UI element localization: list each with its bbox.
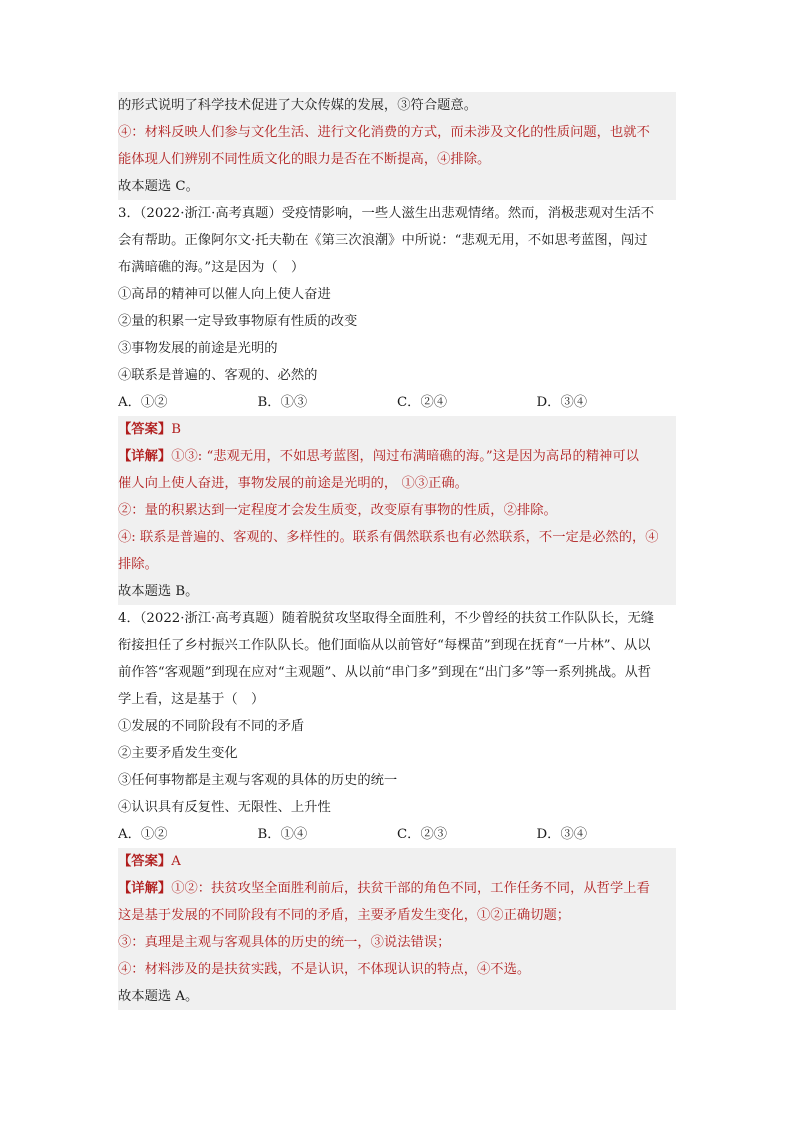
answer-value: B (171, 422, 181, 437)
statement-item: ①高昂的精神可以催人向上使人奋进 (118, 287, 331, 302)
statement-item: ④认识具有反复性、无限性、上升性 (118, 800, 331, 815)
analysis-label: 【详解】 (118, 449, 172, 464)
analysis-line: ②：量的积累达到一定程度才会发生质变，改变原有事物的性质，②排除。 (118, 497, 676, 524)
option-b: B．①③ (257, 395, 308, 410)
option-d: D．③④ (536, 827, 588, 842)
question-stem: 衔接担任了乡村振兴工作队队长。他们面临从以前管好“每棵苗”到现在抚育“一片林”、从以 (118, 638, 651, 653)
option-b: B．①④ (257, 827, 308, 842)
answer-label: 【答案】 (118, 422, 172, 437)
conclusion-line: 故本题选 A。 (118, 983, 676, 1010)
option-d: D．③④ (536, 395, 588, 410)
analysis-line: 的形式说明了科学技术促进了大众传媒的发展，③符合题意。 (118, 92, 676, 119)
analysis-line: 能体现人们辨别不同性质文化的眼力是否在不断提高，④排除。 (118, 146, 676, 173)
question-stem: 3．（2022·浙江·高考真题）受疫情影响，一些人滋生出悲观情绪。然而，消极悲观对生活不 (118, 206, 655, 221)
statement-item: ②主要矛盾发生变化 (118, 746, 238, 761)
analysis-line: ③：真理是主观与客观具体的历史的统一，③说法错误； (118, 929, 676, 956)
analysis-text: ①③: “悲观无用，不如思考蓝图，闯过布满暗礁的海。”这是因为高昂的精神可以 (171, 449, 639, 464)
statement-item: ②量的积累一定导致事物原有性质的改变 (118, 314, 358, 329)
conclusion-line: 故本题选 C。 (118, 173, 676, 200)
answer-line (118, 848, 676, 875)
statement-item: ④联系是普遍的、客观的、必然的 (118, 368, 318, 383)
analysis-line: ④：材料反映人们参与文化生活、进行文化消费的方式，而未涉及文化的性质问题，也就不 (118, 119, 676, 146)
answer-options (118, 389, 676, 416)
statement-item: ①发展的不同阶段有不同的矛盾 (118, 719, 305, 734)
option-a: A．①② (118, 395, 168, 410)
analysis-line: 这是基于发展的不同阶段有不同的矛盾，主要矛盾发生变化，①②正确切题； (118, 902, 676, 929)
statement-item: ③事物发展的前途是光明的 (118, 341, 278, 356)
analysis-label: 【详解】 (118, 881, 172, 896)
question-stem: 学上看，这是基于（ ） (118, 692, 265, 707)
question-3 (118, 200, 676, 605)
analysis-line (118, 443, 676, 470)
statement-item: ③任何事物都是主观与客观的具体的历史的统一 (118, 773, 398, 788)
question-stem: 会有帮助。正像阿尔文·托夫勒在《第三次浪潮》中所说：“悲观无用，不如思考蓝图，闯过 (118, 233, 648, 248)
conclusion-line: 故本题选 B。 (118, 578, 676, 605)
analysis-line: 催人向上使人奋进，事物发展的前途是光明的， ①③正确。 (118, 470, 676, 497)
option-c: C．②③ (397, 827, 448, 842)
previous-analysis-block (118, 92, 676, 200)
question-stem: 4．（2022·浙江·高考真题）随着脱贫攻坚取得全面胜利，不少曾经的扶贫工作队队长，无缝 (118, 611, 655, 626)
question-stem: 布满暗礁的海。”这是因为（ ） (118, 260, 305, 275)
question-4 (118, 605, 676, 1010)
document-page (118, 92, 676, 1010)
answer-options (118, 821, 676, 848)
option-a: A．①② (118, 827, 168, 842)
analysis-line (118, 875, 676, 902)
question-stem: 前作答“客观题”到现在应对“主观题”、从以前“串门多”到现在“出门多”等一系列挑战。从哲 (118, 665, 652, 680)
answer-value: A (171, 854, 181, 869)
analysis-line: 排除。 (118, 551, 676, 578)
analysis-text: ①②：扶贫攻坚全面胜利前后，扶贫干部的角色不同，工作任务不同，从哲学上看 (171, 881, 650, 896)
option-c: C．②④ (397, 395, 448, 410)
answer-line (118, 416, 676, 443)
analysis-line: ④: 联系是普遍的、客观的、多样性的。联系有偶然联系也有必然联系，不一定是必然的，④ (118, 524, 676, 551)
answer-label: 【答案】 (118, 854, 172, 869)
analysis-line: ④：材料涉及的是扶贫实践，不是认识，不体现认识的特点，④不选。 (118, 956, 676, 983)
